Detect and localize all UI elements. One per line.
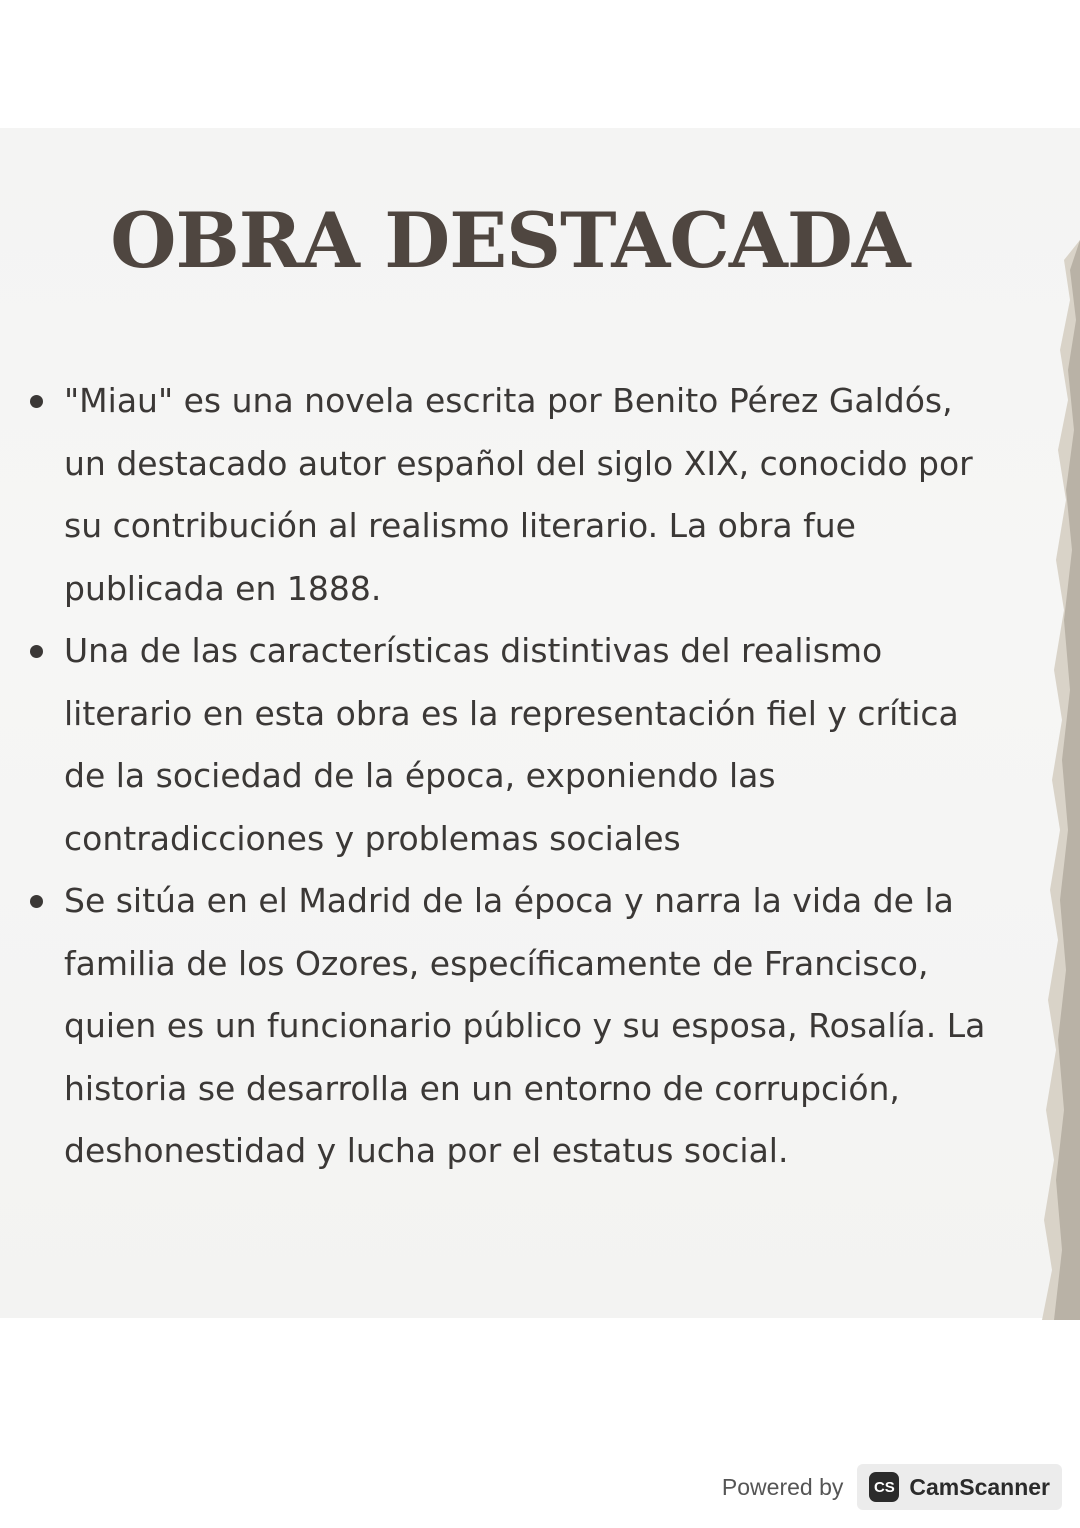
list-item: [26, 620, 996, 870]
scanner-watermark: [722, 1464, 1062, 1510]
page-title: OBRA DESTACADA: [110, 196, 910, 285]
camscanner-badge: [857, 1464, 1062, 1510]
bullet-dot-icon: [30, 895, 43, 908]
list-item: [26, 870, 996, 1183]
bullet-list: [26, 370, 996, 1183]
bullet-dot-icon: [30, 395, 43, 408]
bullet-dot-icon: [30, 645, 43, 658]
camscanner-logo-icon: CS: [869, 1472, 899, 1502]
list-item: [26, 370, 996, 620]
list-item-text: Se sitúa en el Madrid de la época y narra la vida de la familia de los Ozores, específicamente de Francisco, quien es un funcionario público y su esposa, Rosalía. La historia se desarrolla en un entorno de corrupción, deshonestidad y lucha por el estatus social.: [64, 881, 986, 1170]
list-item-text: "Miau" es una novela escrita por Benito Pérez Galdós, un destacado autor español del siglo XIX, conocido por su contribución al realismo literario. La obra fue publicada en 1888.: [64, 381, 973, 608]
camscanner-brand: CamScanner: [909, 1473, 1050, 1500]
list-item-text: Una de las características distintivas del realismo literario en esta obra es la representación fiel y crítica de la sociedad de la época, exponiendo las contradicciones y problemas sociales: [64, 631, 959, 858]
powered-by-label: Powered by: [721, 1473, 844, 1500]
torn-paper-edge: [1030, 240, 1080, 1320]
